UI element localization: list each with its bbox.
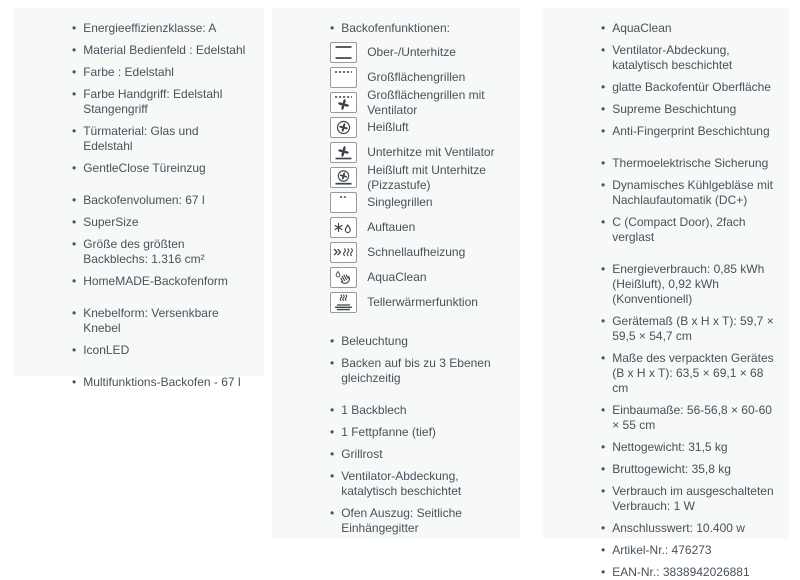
spec-item <box>330 506 506 536</box>
bullet-icon: • <box>72 274 77 288</box>
spec-item-label: Material Bedienfeld : Edelstahl <box>83 43 246 57</box>
spec-item <box>72 343 250 358</box>
spec-item-label: Thermoelektrische Sicherung <box>612 156 769 170</box>
spec-group <box>290 334 506 386</box>
spec-item <box>601 543 775 558</box>
spec-group <box>32 306 250 358</box>
spec-group <box>561 21 775 139</box>
spec-item-label: Anti-Fingerprint Beschichtung <box>612 124 770 138</box>
specs-column-functions <box>272 8 520 539</box>
spec-item-label: Supreme Beschichtung <box>612 102 737 116</box>
spec-item-label: Türmaterial: Glas und Edelstahl <box>83 124 199 153</box>
oven-function-list <box>330 42 506 313</box>
spec-item-label: Ofen Auszug: Seitliche Einhängegitter <box>341 506 462 535</box>
singlegrillen-icon <box>330 192 357 213</box>
bullet-icon: • <box>72 193 77 207</box>
spec-item <box>601 403 775 433</box>
spec-item-label: Größe des größten Backblechs: 1.316 cm² <box>83 237 205 266</box>
spec-item <box>601 484 775 514</box>
spec-item <box>72 65 250 80</box>
unterhitze-ventilator-icon <box>330 142 357 163</box>
spec-item <box>601 178 775 208</box>
spec-item <box>72 124 250 154</box>
spec-item <box>72 193 250 208</box>
spec-item-label: Gerätemaß (B x H x T): 59,7 × 59,5 × 54,7 cm <box>612 314 774 343</box>
bullet-icon: • <box>72 161 77 175</box>
spec-item-label: AquaClean <box>612 21 672 35</box>
oven-function-row <box>330 217 506 238</box>
oven-function-label: Tellerwärmerfunktion <box>367 295 478 309</box>
bullet-icon: • <box>72 21 77 35</box>
bullet-icon: • <box>72 343 77 357</box>
spec-item <box>330 469 506 499</box>
oven-function-row <box>330 42 506 63</box>
spec-item <box>72 375 250 390</box>
spec-item-label: Energieeffizienzklasse: A <box>83 21 217 35</box>
oven-function-label: Heißluft <box>367 120 409 134</box>
oven-function-row <box>330 162 506 192</box>
spec-item <box>330 403 506 418</box>
bullet-icon: • <box>330 21 335 35</box>
spec-item-label: 1 Fettpfanne (tief) <box>341 425 436 439</box>
bullet-icon: • <box>601 43 606 57</box>
bullet-icon: • <box>601 178 606 192</box>
bullet-icon: • <box>330 506 335 520</box>
spec-item <box>601 314 775 344</box>
spec-item <box>601 215 775 245</box>
oven-function-label: Singlegrillen <box>367 195 433 209</box>
auftauen-icon <box>330 217 357 238</box>
spec-item <box>601 124 775 139</box>
specs-column-general <box>14 8 264 389</box>
heissluft-unterhitze-icon <box>330 167 357 188</box>
spec-item <box>72 21 250 36</box>
oven-function-label: Großflächengrillen mit Ventilator <box>367 87 485 117</box>
spec-item-label: glatte Backofentür Oberfläche <box>612 80 771 94</box>
spec-item-label: Backen auf bis zu 3 Ebenen gleichzeitig <box>341 356 491 385</box>
spec-item-label: Grillrost <box>341 447 383 461</box>
spec-item-label: Knebelform: Versenkbare Knebel <box>83 306 219 335</box>
bullet-icon: • <box>72 124 77 138</box>
oven-function-label: Großflächengrillen <box>367 70 466 84</box>
grossflaechengrillen-icon <box>330 67 357 88</box>
bullet-icon: • <box>601 521 606 535</box>
bullet-icon: • <box>601 156 606 170</box>
bullet-icon: • <box>72 306 77 320</box>
spec-item <box>601 521 775 536</box>
spec-item-label: Backofenvolumen: 67 l <box>83 193 205 207</box>
grossflaechengrillen-ventilator-icon <box>330 92 357 113</box>
oven-function-row <box>330 67 506 88</box>
spec-item-label: Multifunktions-Backofen - 67 l <box>83 375 241 389</box>
spec-item <box>330 21 506 317</box>
spec-item-label: 1 Backblech <box>341 403 407 417</box>
bullet-icon: • <box>601 484 606 498</box>
oven-function-row <box>330 292 506 313</box>
spec-group <box>561 156 775 245</box>
spec-item <box>72 237 250 267</box>
spec-item-label: Backofenfunktionen: <box>341 21 450 35</box>
spec-item-label: HomeMADE-Backofenform <box>83 274 228 288</box>
bullet-icon: • <box>601 124 606 138</box>
bullet-icon: • <box>72 375 77 389</box>
bullet-icon: • <box>601 102 606 116</box>
spec-item-label: Anschlusswert: 10.400 w <box>612 521 745 535</box>
spec-item-label: IconLED <box>83 343 130 357</box>
bullet-icon: • <box>330 447 335 461</box>
spec-item <box>72 161 250 176</box>
spec-item <box>72 274 250 289</box>
spec-item-label: Artikel-Nr.: 476273 <box>612 543 712 557</box>
spec-item <box>72 306 250 336</box>
bullet-icon: • <box>72 87 77 101</box>
spec-group <box>32 375 250 390</box>
spec-item-label: Verbrauch im ausgeschalteten Verbrauch: 1 W <box>612 484 774 513</box>
bullet-icon: • <box>330 425 335 439</box>
spec-item <box>72 43 250 58</box>
spec-item <box>330 334 506 349</box>
tellerwaermer-icon <box>330 292 357 313</box>
spec-item-label: GentleClose Türeinzug <box>83 161 206 175</box>
spec-item-label: Ventilator-Abdeckung, katalytisch beschichtet <box>612 43 733 72</box>
spec-group <box>32 21 250 176</box>
oven-function-label: Auftauen <box>367 220 416 234</box>
bullet-icon: • <box>330 356 335 370</box>
spec-item <box>601 440 775 455</box>
spec-item <box>72 87 250 117</box>
bullet-icon: • <box>601 80 606 94</box>
aquaclean-icon <box>330 267 357 288</box>
bullet-icon: • <box>601 565 606 579</box>
oven-function-label: Unterhitze mit Ventilator <box>367 145 495 159</box>
spec-item-label: Einbaumaße: 56-56,8 × 60-60 × 55 cm <box>612 403 772 432</box>
oven-function-row <box>330 192 506 213</box>
bullet-icon: • <box>330 403 335 417</box>
spec-item <box>601 21 775 36</box>
bullet-icon: • <box>72 215 77 229</box>
oven-function-row <box>330 142 506 163</box>
spec-group <box>561 262 775 580</box>
bullet-icon: • <box>72 43 77 57</box>
spec-item-label: Bruttogewicht: 35,8 kg <box>612 462 731 476</box>
bullet-icon: • <box>601 543 606 557</box>
bullet-icon: • <box>601 21 606 35</box>
spec-item <box>601 462 775 477</box>
spec-group <box>290 21 506 317</box>
spec-group <box>32 193 250 289</box>
spec-item-label: Beleuchtung <box>341 334 408 348</box>
spec-item-label: Nettogewicht: 31,5 kg <box>612 440 728 454</box>
bullet-icon: • <box>601 262 606 276</box>
oven-function-row <box>330 117 506 138</box>
spec-item <box>601 351 775 396</box>
specs-column-technical <box>543 8 789 579</box>
spec-item-label: EAN-Nr.: 3838942026881 <box>612 565 750 579</box>
bullet-icon: • <box>601 215 606 229</box>
oven-function-label: Ober-/Unterhitze <box>367 45 456 59</box>
bullet-icon: • <box>601 440 606 454</box>
bullet-icon: • <box>72 65 77 79</box>
spec-item-label: C (Compact Door), 2fach verglast <box>612 215 746 244</box>
schnellaufheizung-icon <box>330 242 357 263</box>
spec-item <box>601 565 775 580</box>
spec-item <box>330 447 506 462</box>
spec-item <box>601 43 775 73</box>
spec-item-label: Ventilator-Abdeckung, katalytisch beschichtet <box>341 469 462 498</box>
oven-function-label: Heißluft mit Unterhitze (Pizzastufe) <box>367 162 486 192</box>
bullet-icon: • <box>330 334 335 348</box>
bullet-icon: • <box>601 462 606 476</box>
bullet-icon: • <box>601 351 606 365</box>
bullet-icon: • <box>72 237 77 251</box>
oven-function-label: Schnellaufheizung <box>367 245 466 259</box>
spec-item-label: Dynamisches Kühlgebläse mit Nachlaufautomatik (DC+) <box>612 178 773 207</box>
spec-item <box>601 156 775 171</box>
bullet-icon: • <box>601 314 606 328</box>
spec-item-label: Farbe Handgriff: Edelstahl Stangengriff <box>83 87 223 116</box>
oven-function-row <box>330 242 506 263</box>
oven-function-row <box>330 87 506 117</box>
spec-item <box>72 215 250 230</box>
bullet-icon: • <box>601 403 606 417</box>
spec-item-label: SuperSize <box>83 215 139 229</box>
spec-item-label: Maße des verpackten Gerätes (B x H x T): 63,5 × 69,1 × 68 cm <box>612 351 774 395</box>
heissluft-icon <box>330 117 357 138</box>
spec-item <box>330 356 506 386</box>
spec-item <box>601 102 775 117</box>
bullet-icon: • <box>330 469 335 483</box>
spec-item-label: Farbe : Edelstahl <box>83 65 174 79</box>
spec-item <box>330 425 506 440</box>
spec-item <box>601 262 775 307</box>
oven-function-row <box>330 267 506 288</box>
ober-unterhitze-icon <box>330 42 357 63</box>
spec-group <box>290 403 506 536</box>
spec-item <box>601 80 775 95</box>
oven-function-label: AquaClean <box>367 270 427 284</box>
spec-item-label: Energieverbrauch: 0,85 kWh (Heißluft), 0,92 kWh (Konventionell) <box>612 262 765 306</box>
